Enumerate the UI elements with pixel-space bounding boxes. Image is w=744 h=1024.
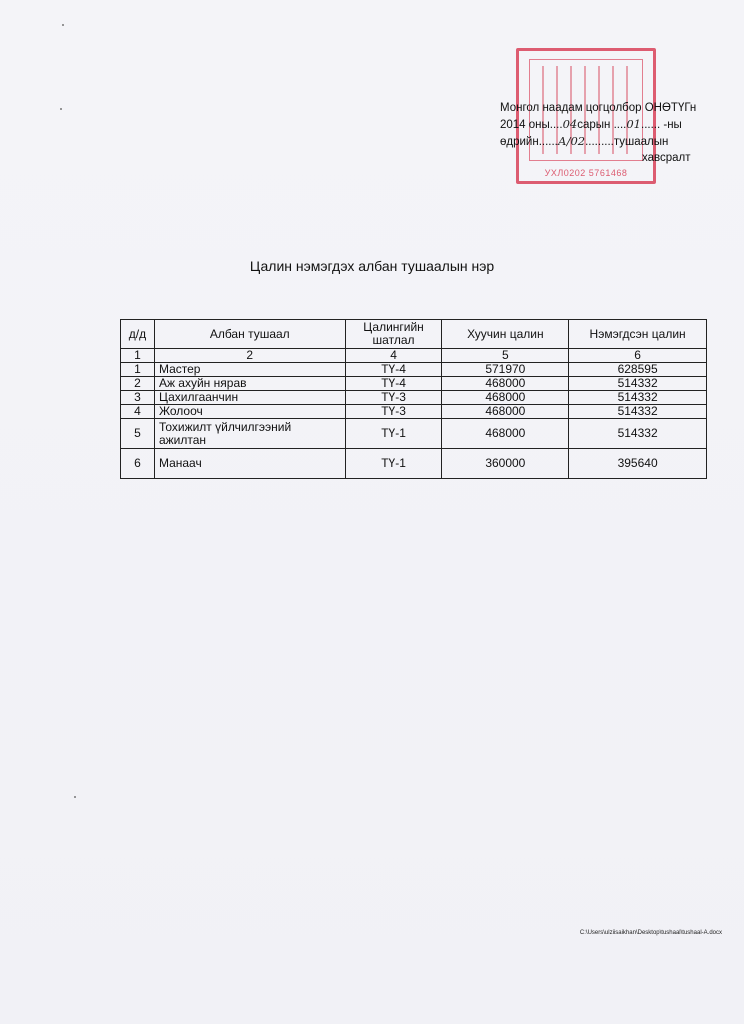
table-cell: Манаач <box>154 449 345 479</box>
table-row <box>121 391 707 405</box>
table-cell: 2 <box>154 349 345 363</box>
table-cell: 395640 <box>569 449 707 479</box>
table-row <box>121 449 707 479</box>
handwritten-month: 04 <box>562 117 578 131</box>
table-cell: 468000 <box>442 419 569 449</box>
document-title: Цалин нэмэгдэх албан тушаалын нэр <box>249 258 495 274</box>
table-cell: Цахилгаанчин <box>154 391 345 405</box>
stamp-code: УХЛ0202 5761468 <box>544 168 628 178</box>
table-cell: 1 <box>121 363 155 377</box>
file-path-footer: C:\Users\ulziisaikhan\Desktop\tushaal\tushaal-A.docx <box>579 930 722 936</box>
header-grade: Цалингийн шатлал <box>345 320 442 349</box>
appendix-header <box>500 100 730 166</box>
header-line-2: 2014 оны....04сарын ....01...... -ны <box>500 117 682 131</box>
header-line-1: Монгол наадам цогцолбор ОНӨТҮГн <box>500 102 697 114</box>
header-number: д/д <box>121 320 155 349</box>
table-cell: ТҮ-1 <box>345 449 442 479</box>
header-line-3: өдрийн......А/02.........тушаалын <box>500 134 669 148</box>
table-cell: 628595 <box>569 363 707 377</box>
table-cell: 514332 <box>569 391 707 405</box>
table-cell: 4 <box>345 349 442 363</box>
table-cell: 3 <box>121 391 155 405</box>
table-cell: 5 <box>121 419 155 449</box>
salary-table <box>120 319 707 479</box>
table-cell: Тохижилт үйлчилгээний ажилтан <box>154 419 345 449</box>
table-cell: Аж ахуйн нярав <box>154 377 345 391</box>
table-cell: ТҮ-3 <box>345 405 442 419</box>
table-cell: 4 <box>121 405 155 419</box>
table-cell: 6 <box>569 349 707 363</box>
header-line-4: хавсралт <box>642 152 691 164</box>
header-new-salary: Нэмэгдсэн цалин <box>569 320 707 349</box>
table-cell: Мастер <box>154 363 345 377</box>
table-cell: ТҮ-1 <box>345 419 442 449</box>
table-cell: 1 <box>121 349 155 363</box>
header-old-salary: Хуучин цалин <box>442 320 569 349</box>
table-cell: ТҮ-3 <box>345 391 442 405</box>
table-cell: ТҮ-4 <box>345 363 442 377</box>
table-row <box>121 419 707 449</box>
table-cell: ТҮ-4 <box>345 377 442 391</box>
table-cell: 514332 <box>569 377 707 391</box>
table-cell: 468000 <box>442 405 569 419</box>
handwritten-day: 01 <box>626 117 641 131</box>
table-cell: 468000 <box>442 391 569 405</box>
table-cell: 5 <box>442 349 569 363</box>
table-cell: 2 <box>121 377 155 391</box>
scan-speck <box>74 796 76 798</box>
table-cell: 571970 <box>442 363 569 377</box>
table-cell: Жолооч <box>154 405 345 419</box>
column-number-row <box>121 349 707 363</box>
table-cell: 6 <box>121 449 155 479</box>
table-cell: 514332 <box>569 405 707 419</box>
handwritten-order-number: А/02 <box>557 134 586 148</box>
table-row <box>121 377 707 391</box>
table-header-row <box>121 320 707 349</box>
scan-speck <box>62 24 64 26</box>
scan-speck <box>60 108 62 110</box>
table-row <box>121 363 707 377</box>
table-cell: 468000 <box>442 377 569 391</box>
table-cell: 360000 <box>442 449 569 479</box>
table-row <box>121 405 707 419</box>
header-position: Албан тушаал <box>154 320 345 349</box>
table-cell: 514332 <box>569 419 707 449</box>
